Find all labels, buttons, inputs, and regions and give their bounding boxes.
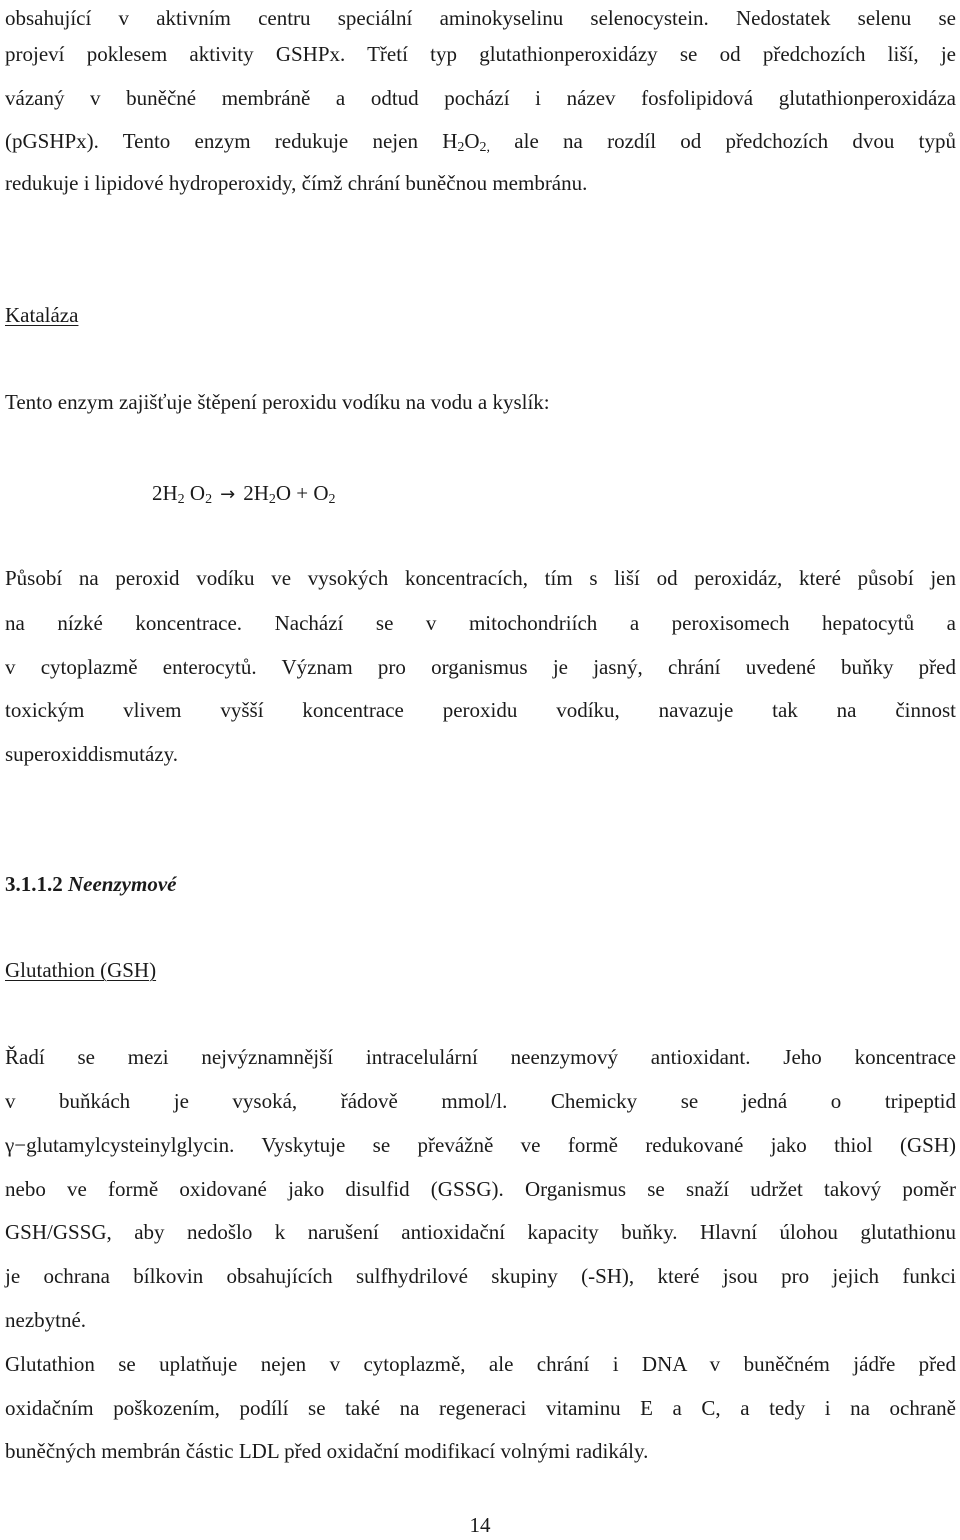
text-line: Působí na peroxid vodíku ve vysokých koncentracích, tím s liší od peroxidáz, které působí jen — [5, 566, 956, 590]
eq-subscript: 2 — [268, 492, 276, 507]
text-line: buněčných membrán částic LDL před oxidační modifikací volnými radikály. — [5, 1439, 649, 1463]
catalase-equation — [152, 478, 336, 508]
text-line: nebo ve formě oxidované jako disulfid (GSSG). Organismus se snaží udržet takový poměr — [5, 1177, 956, 1201]
heading-glutathione: Glutathion (GSH) — [5, 958, 157, 982]
page-number: 14 — [469, 1513, 491, 1537]
eq-term: 2H — [243, 481, 269, 505]
heading-catalase: Kataláza — [5, 303, 79, 327]
eq-subscript: 2 — [177, 492, 185, 507]
catalase-intro: Tento enzym zajišťuje štěpení peroxidu vodíku na vodu a kyslík: — [5, 390, 550, 414]
text-line: oxidačním poškozením, podílí se také na regeneraci vitaminu E a C, a tedy i na ochraně — [5, 1396, 956, 1420]
text-line: redukuje i lipidové hydroperoxidy, čímž chrání buněčnou membránu. — [5, 171, 588, 195]
right-arrow-icon: → — [220, 484, 236, 505]
text-line: obsahující v aktivním centru speciální aminokyselinu selenocystein. Nedostatek selenu se — [5, 6, 956, 30]
text-line: γ−glutamylcysteinylglycin. Vyskytuje se převážně ve formě redukované jako thiol (GSH) — [5, 1133, 956, 1157]
text-line: Řadí se mezi nejvýznamnější intracelulární neenzymový antioxidant. Jeho koncentrace — [5, 1045, 956, 1069]
text-fragment: ale na rozdíl od předchozích dvou typů — [490, 129, 956, 153]
text-line: nezbytné. — [5, 1308, 87, 1332]
subscript: 2, — [479, 140, 491, 155]
eq-term: 2H — [152, 481, 178, 505]
text-line: Glutathion se uplatňuje nejen v cytoplazmě, ale chrání i DNA v buněčném jádře před — [5, 1352, 956, 1376]
eq-subscript: 2 — [205, 492, 213, 507]
text-fragment: O — [464, 129, 480, 153]
text-line: vázaný v buněčné membráně a odtud pochází i název fosfolipidová glutathionperoxidáza — [5, 86, 956, 110]
text-line: superoxiddismutázy. — [5, 742, 179, 766]
eq-term: O + O — [275, 481, 329, 505]
text-fragment: (pGSHPx). Tento enzym redukuje nejen H — [5, 129, 458, 153]
text-line: toxickým vlivem vyšší koncentrace peroxidu vodíku, navazuje tak na činnost — [5, 698, 956, 722]
text-line: GSH/GSSG, aby nedošlo k narušení antioxidační kapacity buňky. Hlavní úlohou glutathionu — [5, 1220, 956, 1244]
text-line: na nízké koncentrace. Nachází se v mitochondriích a peroxisomech hepatocytů a — [5, 611, 956, 635]
eq-term: O — [184, 481, 206, 505]
section-title: Neenzymové — [68, 872, 177, 896]
text-line: je ochrana bílkovin obsahujících sulfhydrilové skupiny (-SH), které jsou pro jejich funkci — [5, 1264, 956, 1288]
section-number: 3.1.1.2 — [5, 872, 63, 896]
eq-subscript: 2 — [328, 492, 336, 507]
text-line: projeví poklesem aktivity GSHPx. Třetí typ glutathionperoxidázy se od předchozích liší, je — [5, 42, 956, 66]
text-line: v buňkách je vysoká, řádově mmol/l. Chemicky se jedná o tripeptid — [5, 1089, 956, 1113]
text-line: v cytoplazmě enterocytů. Význam pro organismus je jasný, chrání uvedené buňky před — [5, 655, 956, 679]
text-line-with-formula — [5, 126, 956, 156]
subscript: 2 — [457, 140, 465, 155]
